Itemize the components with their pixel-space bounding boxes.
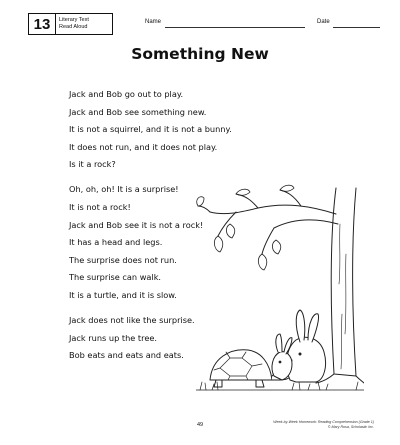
tree-animals-illustration	[196, 184, 364, 400]
story-line: Jack and Bob see it is not a rock!	[69, 219, 204, 230]
story-line: It is not a rock!	[69, 202, 131, 213]
story-line: The surprise does not run.	[69, 254, 177, 265]
story-line: Jack and Bob see something new.	[69, 106, 207, 117]
story-line: It is a turtle, and it is slow.	[69, 290, 177, 301]
date-label: Date	[317, 19, 330, 25]
page-title: Something New	[131, 45, 269, 63]
story-line: Bob eats and eats and eats.	[69, 350, 184, 361]
worksheet-header	[28, 13, 380, 35]
story-line: Oh, oh, oh! It is a surprise!	[69, 184, 179, 195]
lesson-number: 13	[28, 13, 56, 35]
story-line: Jack and Bob go out to play.	[69, 89, 184, 99]
story-line: Jack runs up the tree.	[69, 332, 157, 343]
story-line: The surprise can walk.	[69, 272, 162, 283]
name-label: Name	[145, 19, 162, 25]
tree-branches	[198, 190, 338, 254]
category-line-2: Read Aloud	[59, 24, 88, 30]
story-line: Jack does not like the surprise.	[69, 315, 195, 326]
date-field-line	[333, 27, 380, 28]
story-line: It does not run, and it does not play.	[69, 141, 218, 152]
credit-line-2: © Mary Rosa, Scholastic Inc.	[327, 425, 374, 429]
story-line: Is it a rock?	[69, 159, 116, 170]
credit-line	[234, 420, 374, 430]
grass	[196, 382, 364, 390]
name-field-line	[165, 27, 305, 28]
page-number: 49	[196, 422, 204, 428]
tree-leaves	[197, 185, 294, 270]
category-line-1: Literary Text	[59, 17, 89, 23]
story-line: It is not a squirrel, and it is not a bunny.	[69, 124, 232, 135]
lesson-category	[55, 13, 113, 35]
story-line: It has a head and legs.	[69, 237, 163, 248]
bunnies	[272, 310, 326, 382]
credit-line-1: Week-by-Week Homework: Reading Comprehension (Grade 1)	[273, 420, 374, 424]
